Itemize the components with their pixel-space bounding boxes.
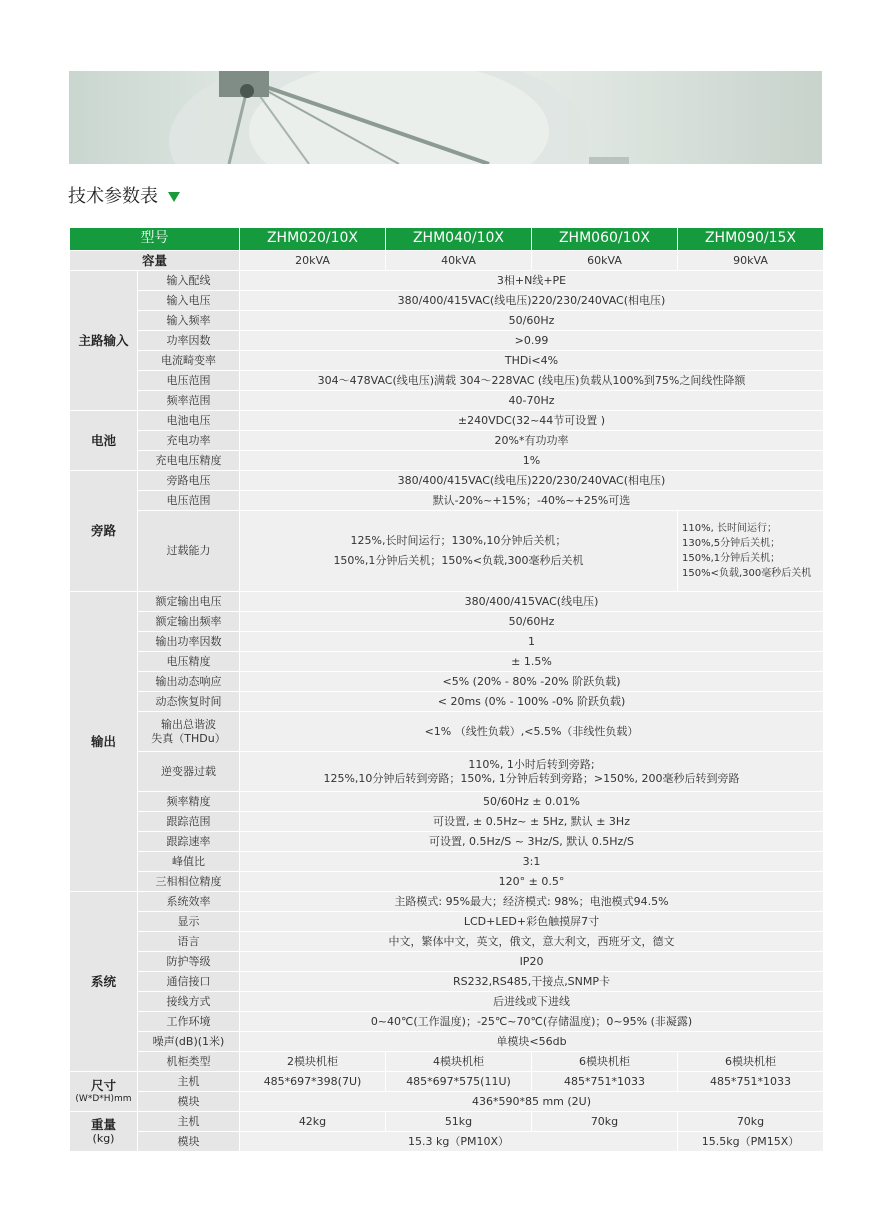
overload-line: 130%,5分钟后关机；	[682, 538, 781, 549]
row-value: ± 1.5%	[240, 652, 823, 671]
table-row	[70, 832, 823, 851]
overload-line: 110%, 长时间运行；	[682, 523, 777, 534]
category-battery: 电池	[70, 411, 137, 470]
row-label: 模块	[138, 1092, 239, 1111]
table-row	[70, 1032, 823, 1051]
row-value: >0.99	[240, 331, 823, 350]
row-label: 旁路电压	[138, 471, 239, 490]
table-row	[70, 271, 823, 290]
row-value: 40-70Hz	[240, 391, 823, 410]
table-row	[70, 1112, 823, 1131]
row-label: 跟踪速率	[138, 832, 239, 851]
row-value: 3相+N线+PE	[240, 271, 823, 290]
row-value: ±240VDC(32~44节可设置 )	[240, 411, 823, 430]
row-label: 主机	[138, 1112, 239, 1131]
overload-alt-value	[678, 511, 823, 591]
row-label: 语言	[138, 932, 239, 951]
row-value: <1% （线性负载）,<5.5%（非线性负载）	[240, 712, 823, 751]
row-value: 50/60Hz	[240, 612, 823, 631]
model-4: ZHM090/15X	[678, 228, 823, 250]
category-dimensions	[70, 1072, 137, 1111]
row-value: 380/400/415VAC(线电压)220/230/240VAC(相电压)	[240, 471, 823, 490]
row-label: 充电电压精度	[138, 451, 239, 470]
row-value: 1	[240, 632, 823, 651]
weight-value: 51kg	[386, 1112, 531, 1131]
row-value: RS232,RS485,干接点,SNMP卡	[240, 972, 823, 991]
dimensions-subtitle: (W*D*H)mm	[75, 1093, 132, 1104]
table-row	[70, 391, 823, 410]
cabinet-value: 4模块机柜	[386, 1052, 531, 1071]
weight-value: 42kg	[240, 1112, 385, 1131]
dimensions-title: 尺寸	[90, 1078, 116, 1094]
table-row	[70, 692, 823, 711]
weight-subtitle: (kg)	[92, 1132, 115, 1146]
row-label: 电流畸变率	[138, 351, 239, 370]
row-value: 120° ± 0.5°	[240, 872, 823, 891]
capacity-label: 容量	[70, 251, 239, 270]
row-value: LCD+LED+彩色触摸屏7寸	[240, 912, 823, 931]
row-label: 跟踪范围	[138, 812, 239, 831]
table-row	[70, 1072, 823, 1091]
model-3: ZHM060/10X	[532, 228, 677, 250]
row-label: 模块	[138, 1132, 239, 1151]
thd-label-line: 失真（THDu）	[151, 731, 226, 745]
row-value: 可设置, ± 0.5Hz~ ± 5Hz, 默认 ± 3Hz	[240, 812, 823, 831]
row-value: THDi<4%	[240, 351, 823, 370]
table-row	[70, 912, 823, 931]
inverter-line: 110%, 1小时后转到旁路;	[468, 757, 595, 771]
table-row	[70, 371, 823, 390]
row-label: 噪声(dB)(1米)	[138, 1032, 239, 1051]
inverter-line: 125%,10分钟后转到旁路；150%, 1分钟后转到旁路；>150%, 200毫秒后转到旁路	[323, 771, 740, 785]
row-value: 380/400/415VAC(线电压)	[240, 592, 823, 611]
row-value	[240, 752, 823, 791]
row-label: 输出动态响应	[138, 672, 239, 691]
table-row	[70, 712, 823, 751]
satellite-dish-graphic	[69, 71, 822, 164]
row-label: 逆变器过载	[138, 752, 239, 791]
overload-line: 150%<负载,300毫秒后关机	[682, 568, 812, 579]
dimension-value: 485*697*575(11U)	[386, 1072, 531, 1091]
row-value: 中文，繁体中文，英文，俄文，意大利文，西班牙文，德文	[240, 932, 823, 951]
row-label: 电压范围	[138, 491, 239, 510]
table-row	[70, 812, 823, 831]
row-label: 额定输出电压	[138, 592, 239, 611]
capacity-value: 60kVA	[532, 251, 677, 270]
capacity-value: 90kVA	[678, 251, 823, 270]
row-label: 电压范围	[138, 371, 239, 390]
row-value: 20%*有功功率	[240, 431, 823, 450]
row-value: 50/60Hz ± 0.01%	[240, 792, 823, 811]
table-row	[70, 972, 823, 991]
page-title-text: 技术参数表	[68, 186, 158, 207]
row-value: IP20	[240, 952, 823, 971]
row-label: 动态恢复时间	[138, 692, 239, 711]
row-label: 三相相位精度	[138, 872, 239, 891]
row-value: 单模块<56db	[240, 1032, 823, 1051]
capacity-value: 40kVA	[386, 251, 531, 270]
table-row	[70, 1012, 823, 1031]
model-1: ZHM020/10X	[240, 228, 385, 250]
table-row	[70, 932, 823, 951]
row-label: 电压精度	[138, 652, 239, 671]
row-label: 输入频率	[138, 311, 239, 330]
row-label: 充电功率	[138, 431, 239, 450]
overload-main-value	[240, 511, 677, 591]
row-value: < 20ms (0% - 100% -0% 阶跃负载)	[240, 692, 823, 711]
table-row	[70, 592, 823, 611]
table-row	[70, 291, 823, 310]
table-row	[70, 872, 823, 891]
table-row	[70, 752, 823, 791]
row-label: 过载能力	[138, 511, 239, 591]
row-label: 工作环境	[138, 1012, 239, 1031]
overload-line: 150%,1分钟后关机；150%<负载,300毫秒后关机	[333, 554, 584, 567]
table-row	[70, 892, 823, 911]
category-output: 输出	[70, 592, 137, 891]
row-label: 通信接口	[138, 972, 239, 991]
table-row	[70, 672, 823, 691]
row-label: 防护等级	[138, 952, 239, 971]
dimension-value: 485*751*1033	[678, 1072, 823, 1091]
overload-line: 150%,1分钟后关机；	[682, 553, 781, 564]
table-row	[70, 311, 823, 330]
cabinet-value: 6模块机柜	[532, 1052, 677, 1071]
row-label: 频率范围	[138, 391, 239, 410]
thd-label-line: 输出总谐波	[161, 717, 216, 731]
row-value: 304～478VAC(线电压)满载 304～228VAC (线电压)负载从100%到75%之间线性降额	[240, 371, 823, 390]
row-label: 接线方式	[138, 992, 239, 1011]
table-row	[70, 511, 823, 591]
header-row	[70, 228, 823, 250]
table-row	[70, 1052, 823, 1071]
row-value: 436*590*85 mm (2U)	[240, 1092, 823, 1111]
table-row	[70, 331, 823, 350]
table-row	[70, 632, 823, 651]
table-row	[70, 491, 823, 510]
table-row	[70, 451, 823, 470]
header-banner-image	[69, 71, 822, 164]
row-label: 频率精度	[138, 792, 239, 811]
row-value: 380/400/415VAC(线电压)220/230/240VAC(相电压)	[240, 291, 823, 310]
triangle-down-icon	[168, 192, 180, 202]
table-row	[70, 992, 823, 1011]
table-row	[70, 852, 823, 871]
row-label: 输出功率因数	[138, 632, 239, 651]
row-value: 0~40℃(工作温度)；-25℃~70℃(存储温度)；0~95% (非凝露)	[240, 1012, 823, 1031]
weight-value: 70kg	[532, 1112, 677, 1131]
row-value: 可设置, 0.5Hz/S ~ 3Hz/S, 默认 0.5Hz/S	[240, 832, 823, 851]
table-row	[70, 411, 823, 430]
row-label: 功率因数	[138, 331, 239, 350]
row-label: 系统效率	[138, 892, 239, 911]
category-main-input: 主路输入	[70, 271, 137, 410]
model-2: ZHM040/10X	[386, 228, 531, 250]
overload-line: 125%,长时间运行；130%,10分钟后关机；	[350, 534, 567, 548]
table-row	[70, 1132, 823, 1151]
row-value: 1%	[240, 451, 823, 470]
row-label: 峰值比	[138, 852, 239, 871]
row-value: <5% (20% - 80% -20% 阶跃负载)	[240, 672, 823, 691]
row-value: 15.5kg（PM15X）	[678, 1132, 823, 1151]
page-title	[68, 182, 180, 208]
row-label: 机柜类型	[138, 1052, 239, 1071]
row-label: 输入配线	[138, 271, 239, 290]
row-label: 输入电压	[138, 291, 239, 310]
category-weight	[70, 1112, 137, 1151]
row-value: 默认-20%~+15%；-40%~+25%可选	[240, 491, 823, 510]
cabinet-value: 2模块机柜	[240, 1052, 385, 1071]
spec-table	[69, 227, 824, 1152]
table-row	[70, 652, 823, 671]
row-label: 显示	[138, 912, 239, 931]
table-row	[70, 952, 823, 971]
table-row	[70, 1092, 823, 1111]
capacity-value: 20kVA	[240, 251, 385, 270]
dimension-value: 485*751*1033	[532, 1072, 677, 1091]
category-system: 系统	[70, 892, 137, 1071]
weight-title: 重量	[90, 1116, 116, 1132]
weight-value: 70kg	[678, 1112, 823, 1131]
category-bypass: 旁路	[70, 471, 137, 591]
row-label	[138, 712, 239, 751]
row-value: 后进线或下进线	[240, 992, 823, 1011]
table-row	[70, 612, 823, 631]
table-row	[70, 471, 823, 490]
row-label: 额定输出频率	[138, 612, 239, 631]
capacity-row	[70, 251, 823, 270]
table-row	[70, 431, 823, 450]
table-row	[70, 351, 823, 370]
cabinet-value: 6模块机柜	[678, 1052, 823, 1071]
row-label: 主机	[138, 1072, 239, 1091]
table-row	[70, 792, 823, 811]
row-value: 15.3 kg（PM10X）	[240, 1132, 677, 1151]
row-value: 50/60Hz	[240, 311, 823, 330]
dimension-value: 485*697*398(7U)	[240, 1072, 385, 1091]
row-value: 3:1	[240, 852, 823, 871]
row-value: 主路模式: 95%最大；经济模式: 98%；电池模式94.5%	[240, 892, 823, 911]
model-header: 型号	[70, 228, 239, 250]
row-label: 电池电压	[138, 411, 239, 430]
